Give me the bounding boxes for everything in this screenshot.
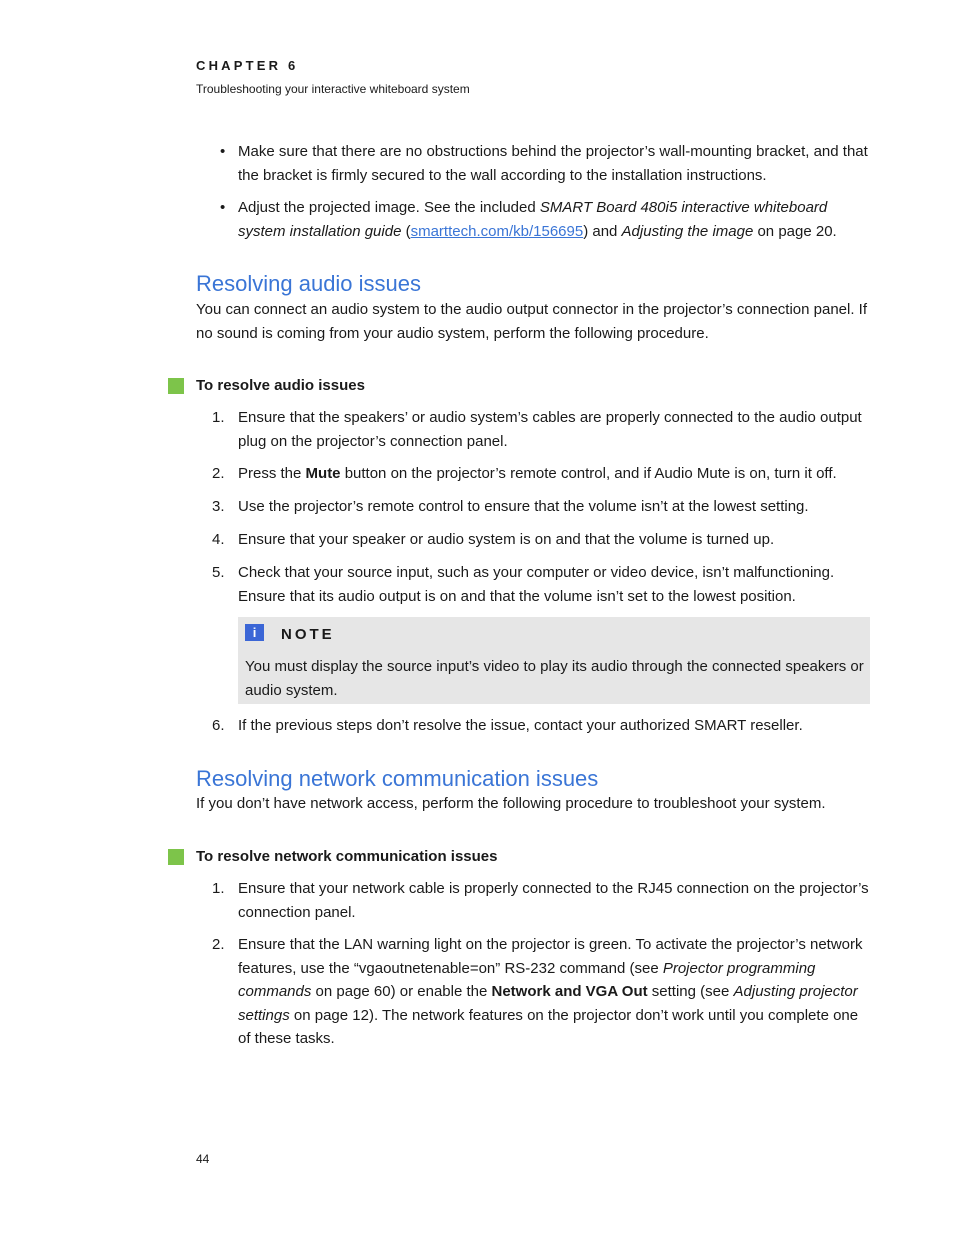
- text-run: (: [401, 222, 411, 240]
- cross-reference: Adjusting the image: [621, 222, 754, 240]
- setting-term: Network and VGA Out: [491, 983, 648, 1000]
- cross-reference: Projector programming commands: [238, 959, 816, 1000]
- procedure-square-icon: [168, 849, 184, 865]
- note-text: You must display the source input’s video to play its audio through the connected speakers or audio system.: [245, 658, 864, 699]
- step-text: Ensure that the speakers’ or audio system’s cables are properly connected to the audio output plug on the projector’s connection panel.: [238, 409, 862, 450]
- text-run: Adjust the projected image. See the included: [238, 199, 540, 216]
- step-number: 3.: [212, 498, 225, 515]
- step-number: 4.: [212, 531, 225, 548]
- procedure-title: To resolve audio issues: [196, 377, 365, 394]
- step-number: 5.: [212, 564, 225, 581]
- step-number: 1.: [212, 880, 225, 897]
- section-heading-network: Resolving network communication issues: [196, 766, 599, 791]
- bullet-item: Make sure that there are no obstructions behind the projector’s wall-mounting bracket, and that the bracket is firmly secured to the wall according to the installation instructions.: [238, 143, 868, 184]
- note-label: NOTE: [281, 626, 335, 643]
- step-number: 6.: [212, 717, 225, 734]
- text-run: on page 20.: [753, 222, 837, 240]
- bullet-marker: •: [220, 143, 226, 160]
- step-number: 1.: [212, 409, 225, 426]
- chapter-subtitle: Troubleshooting your interactive whiteboard system: [196, 82, 470, 96]
- step-text: Check that your source input, such as your computer or video device, isn’t malfunctioning. Ensure that its audio output is on and that the volume isn’t set to the lowest position.: [238, 564, 835, 605]
- step-text: If the previous steps don’t resolve the issue, contact your authorized SMART reseller.: [238, 717, 803, 734]
- section-intro: If you don’t have network access, perform the following procedure to troubleshoot your system.: [196, 795, 826, 812]
- text-run: on page 12). The network features on the projector don’t work until you complete one of these tasks.: [238, 1006, 859, 1047]
- step-text: [238, 933, 872, 1051]
- step-text: Ensure that your speaker or audio system is on and that the volume is turned up.: [238, 531, 775, 548]
- cross-reference: Adjusting projector settings: [238, 983, 858, 1024]
- text-run: button on the projector’s remote control, and if Audio Mute is on, turn it off.: [340, 465, 837, 482]
- chapter-label: CHAPTER 6: [196, 58, 299, 73]
- page-number: 44: [196, 1152, 210, 1166]
- text-run: setting (see: [647, 983, 734, 1000]
- bullet-marker: •: [220, 199, 226, 216]
- step-text: Use the projector’s remote control to ensure that the volume isn’t at the lowest setting.: [238, 498, 809, 515]
- step-text: Ensure that your network cable is properly connected to the RJ45 connection on the projector’s connection panel.: [238, 880, 869, 921]
- step-number: 2.: [212, 936, 225, 953]
- kb-link[interactable]: smarttech.com/kb/156695: [410, 222, 584, 240]
- text-run: on page 60) or enable the: [311, 983, 492, 1000]
- guide-title: SMART Board 480i5 interactive whiteboard system installation guide: [238, 199, 828, 240]
- step-number: 2.: [212, 465, 225, 482]
- step-text: [238, 462, 872, 486]
- text-run: ) and: [583, 222, 622, 240]
- mute-term: Mute: [305, 465, 341, 482]
- section-heading-audio: Resolving audio issues: [196, 271, 422, 296]
- text-run: Ensure that the LAN warning light on the projector is green. To activate the projector’s network features, use the “vgaoutnetenable=on” RS-232 command (see: [238, 936, 863, 977]
- section-intro: You can connect an audio system to the audio output connector in the projector’s connection panel. If no sound is coming from your audio system, perform the following procedure.: [196, 301, 868, 342]
- text-run: Press the: [238, 465, 306, 482]
- procedure-square-icon: [168, 378, 184, 394]
- procedure-title: To resolve network communication issues: [196, 848, 498, 865]
- info-icon: i: [245, 624, 264, 641]
- bullet-item: [238, 196, 870, 243]
